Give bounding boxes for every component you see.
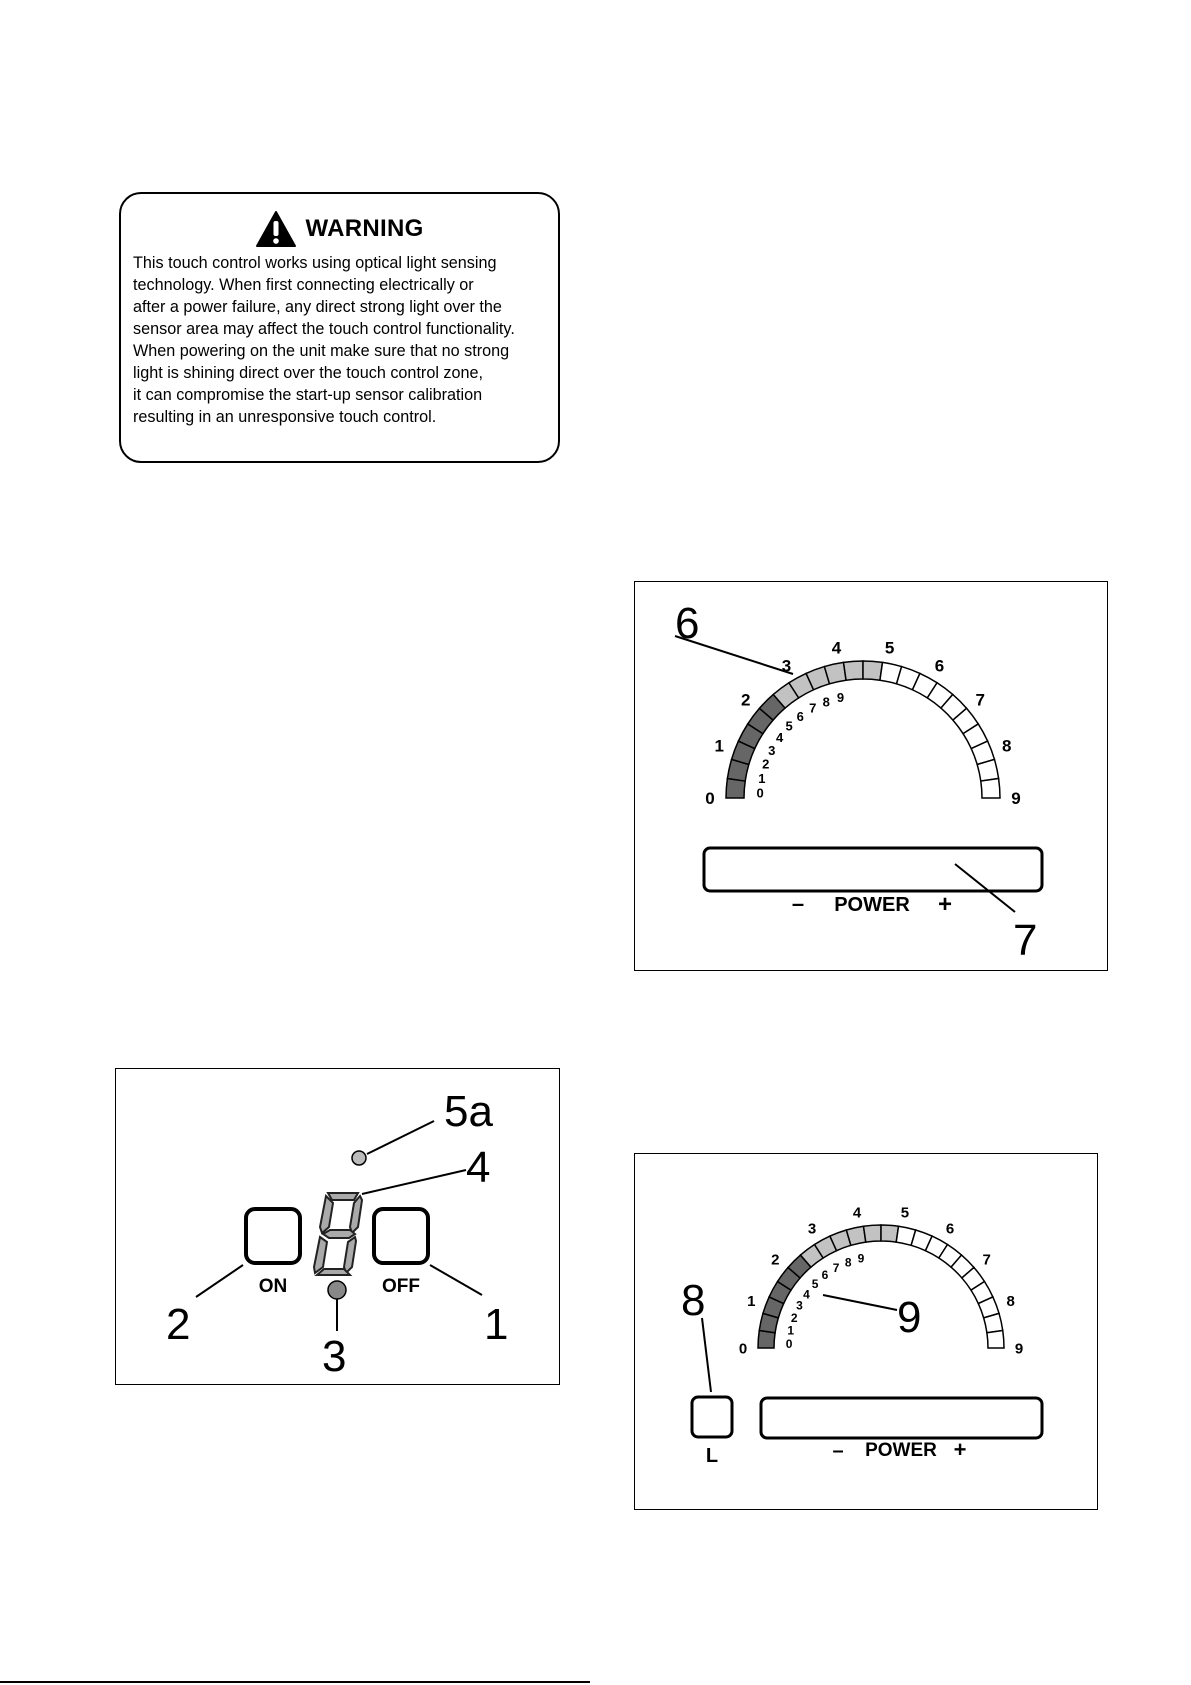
power-lock-panel	[634, 1153, 1098, 1510]
warning-header	[133, 210, 546, 248]
dial-segment	[981, 779, 1000, 798]
inner-scale-label: 4	[803, 1287, 810, 1302]
warning-text	[133, 252, 546, 428]
outer-scale-label: 4	[852, 1204, 862, 1222]
power-slider[interactable]	[704, 848, 1042, 891]
inner-scale-label: 6	[821, 1268, 829, 1283]
inner-scale-label: 2	[790, 1310, 798, 1325]
power-label: POWER	[834, 894, 910, 916]
outer-scale-label: 3	[781, 656, 792, 676]
inner-scale-label: 5	[811, 1277, 819, 1292]
seven-segment-display	[314, 1193, 362, 1275]
power-level-dial	[705, 638, 1020, 808]
inner-scale-label: 8	[844, 1255, 852, 1270]
leader-line	[362, 1170, 466, 1194]
off-label: OFF	[382, 1276, 420, 1297]
inner-scale-label: 0	[756, 785, 764, 801]
callout-3: 3	[322, 1332, 347, 1381]
outer-scale-label: 2	[741, 690, 751, 710]
inner-scale-label: 1	[758, 770, 766, 786]
outer-scale-label: 4	[831, 638, 842, 658]
callout-5a: 5a	[444, 1087, 493, 1136]
outer-scale-label: 2	[771, 1251, 780, 1269]
footer-rule	[0, 1681, 590, 1683]
warning-line: resulting in an unresponsive touch control.	[133, 408, 437, 426]
callout-8: 8	[681, 1276, 706, 1325]
inner-scale-label: 6	[796, 708, 804, 724]
outer-scale-label: 5	[884, 638, 895, 658]
lock-button[interactable]	[692, 1397, 732, 1437]
callout-1: 1	[484, 1300, 509, 1349]
power-slider[interactable]	[761, 1398, 1042, 1438]
on-button[interactable]	[246, 1209, 300, 1263]
minus-label: –	[791, 891, 805, 916]
inner-scale-label: 7	[832, 1260, 840, 1275]
inner-scale-label: 9	[836, 690, 845, 706]
callout-9: 9	[897, 1293, 922, 1342]
inner-scale-label: 1	[787, 1323, 795, 1338]
outer-scale-label: 0	[738, 1340, 748, 1358]
outer-scale-label: 8	[1002, 736, 1012, 756]
dial-segment	[984, 1313, 1003, 1332]
inner-scale-label: 3	[768, 742, 776, 758]
warning-line: This touch control works using optical light sensing	[133, 254, 497, 272]
warning-line: it can compromise the start-up sensor calibration	[133, 386, 483, 404]
leader-line	[823, 1295, 897, 1310]
lock-label: L	[705, 1445, 719, 1467]
inner-scale-label: 0	[785, 1336, 793, 1351]
dial-segment	[844, 661, 863, 680]
dial-segment	[987, 1330, 1004, 1348]
outer-scale-label: 6	[934, 656, 945, 676]
leader-line	[196, 1265, 243, 1297]
plus-label: +	[937, 891, 953, 918]
inner-scale-label: 4	[775, 730, 784, 746]
outer-scale-label: 7	[982, 1251, 991, 1269]
inner-scale-label: 5	[785, 718, 793, 734]
on-off-control-panel	[115, 1068, 560, 1385]
outer-scale-label: 1	[714, 736, 724, 756]
outer-scale-label: 6	[945, 1220, 955, 1238]
leader-line	[430, 1265, 482, 1295]
leader-line	[367, 1121, 434, 1154]
warning-title: WARNING	[305, 215, 424, 242]
inner-scale-label: 3	[796, 1298, 803, 1313]
outer-scale-label: 0	[705, 788, 715, 808]
outer-scale-label: 8	[1006, 1293, 1015, 1311]
power-slider-panel	[634, 581, 1108, 971]
warning-line: When powering on the unit make sure that no strong	[133, 342, 510, 360]
callout-6: 6	[675, 599, 700, 648]
warning-line: technology. When first connecting electrically or	[133, 276, 474, 294]
inner-scale-label: 8	[822, 694, 830, 710]
dial-segment	[863, 1225, 881, 1242]
inner-scale-label: 2	[762, 756, 770, 772]
warning-triangle-icon	[255, 210, 297, 248]
minus-label: –	[832, 1440, 844, 1462]
led-5a-indicator	[352, 1151, 366, 1165]
dial-segment	[726, 779, 745, 798]
outer-scale-label: 5	[900, 1204, 910, 1222]
outer-scale-label: 1	[747, 1293, 756, 1311]
callout-7: 7	[1013, 916, 1038, 965]
callout-2: 2	[166, 1300, 191, 1349]
warning-line: light is shining direct over the touch control zone,	[133, 364, 484, 382]
inner-scale-label: 7	[809, 700, 817, 716]
outer-scale-label: 9	[1014, 1340, 1024, 1358]
power-level-dial	[739, 1204, 1023, 1357]
leader-line	[702, 1318, 711, 1392]
power-label: POWER	[865, 1440, 937, 1461]
led-indicator	[328, 1281, 346, 1299]
warning-line: after a power failure, any direct strong light over the	[133, 298, 502, 316]
outer-scale-label: 9	[1011, 788, 1021, 808]
outer-scale-label: 3	[807, 1220, 817, 1238]
inner-scale-label: 9	[857, 1251, 865, 1266]
dial-segment	[863, 661, 882, 680]
plus-label: +	[953, 1437, 967, 1462]
outer-scale-label: 7	[975, 690, 985, 710]
warning-box	[119, 192, 560, 463]
callout-4: 4	[466, 1143, 491, 1192]
off-button[interactable]	[374, 1209, 428, 1263]
on-label: ON	[258, 1276, 288, 1297]
warning-line: sensor area may affect the touch control functionality.	[133, 320, 515, 338]
dial-segment	[846, 1226, 865, 1245]
